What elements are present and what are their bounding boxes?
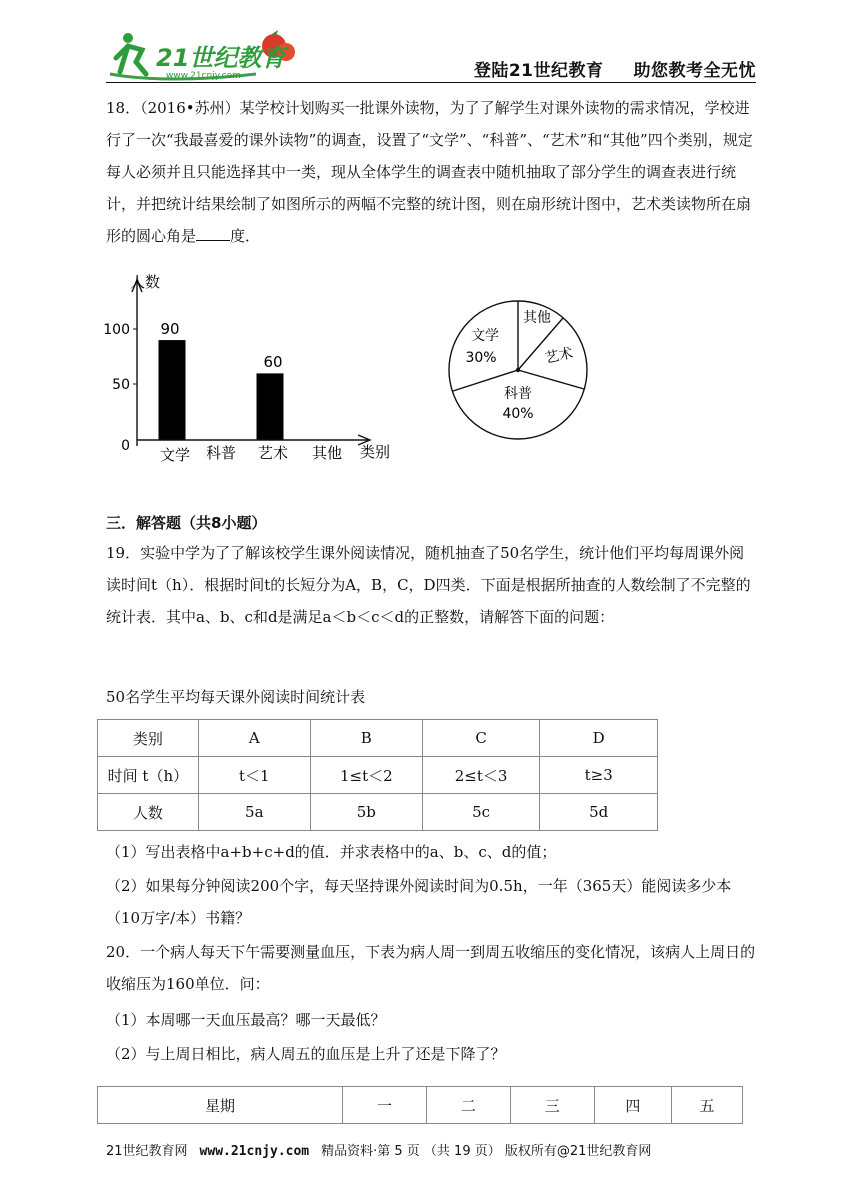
pie-chart: [438, 292, 598, 452]
site-logo: [106, 28, 306, 84]
table-row: [98, 720, 658, 757]
pie-slice-label: 科普: [504, 386, 532, 402]
pie-slice-value: 40%: [502, 406, 534, 422]
table-row: [98, 1087, 743, 1124]
svg-text:www.21cnjy.com: www.21cnjy.com: [166, 71, 241, 81]
table-cell: 一: [343, 1087, 427, 1124]
table-cell: 五: [672, 1087, 743, 1124]
slogan-left: 登陆21世纪教育: [473, 61, 604, 81]
table-cell: 时间 t（h）: [98, 757, 199, 794]
table-cell: A: [198, 720, 310, 757]
table-cell: 5a: [198, 794, 310, 831]
footer-site-name: 21世纪教育网: [106, 1144, 188, 1159]
header-slogan: [474, 56, 756, 81]
table-caption: 50名学生平均每天课外阅读时间统计表: [106, 688, 366, 706]
y-tick-label: 100: [103, 322, 130, 338]
table-cell: 人数: [98, 794, 199, 831]
question-18-text: 18．（2016•苏州）某学校计划购买一批课外读物，为了了解学生对课外读物的需求情况，学校进行了一次“我最喜爱的课外读物”的调查，设置了“文学”、“科普”、“艺术”和“其他”四个类别，规定每人必须并且只能选择其中一类，现从全体学生的调查表中随机抽取了部分学生的调查表进行统计，并把统计结果绘制了如图所示的两幅不完整的统计图，则在扇形统计图中，艺术类读物所在扇形的圆心角是: [106, 99, 753, 245]
table-row: [98, 757, 658, 794]
question-20-part-2: （2）与上周日相比，病人周五的血压是上升了还是下降了？: [106, 1045, 506, 1063]
bar-文学: [159, 340, 186, 440]
x-axis-label: 类别: [360, 443, 391, 461]
table-cell: 1≤t＜2: [310, 757, 422, 794]
pie-slice-label: 艺术: [543, 345, 575, 367]
bar-艺术: [257, 373, 284, 440]
bar-chart: [103, 270, 410, 470]
table-cell: 5c: [422, 794, 540, 831]
blood-pressure-table: [97, 1086, 743, 1124]
table-cell: t＜1: [198, 757, 310, 794]
slogan-right: 助您教考全无忧: [633, 61, 756, 81]
table-cell: C: [422, 720, 540, 757]
question-19-part-1: （1）写出表格中a+b+c+d的值．并求表格中的a、b、c、d的值；: [106, 843, 557, 861]
x-tick-label: 科普: [205, 444, 237, 462]
table-cell: 三: [510, 1087, 594, 1124]
answer-blank: [196, 224, 230, 241]
question-20-text: 20．一个病人每天下午需要测量血压，下表为病人周一到周五收缩压的变化情况，该病人上周日的收缩压为160单位．问：: [106, 943, 756, 993]
svg-text:21世纪教育: 21世纪教育: [156, 44, 286, 72]
header-divider: [106, 82, 756, 83]
pie-slice-label: 其他: [523, 310, 551, 326]
page-footer: [106, 1140, 651, 1159]
pie-center-dot: [516, 368, 520, 372]
table-cell: 二: [426, 1087, 510, 1124]
table-cell: 2≤t＜3: [422, 757, 540, 794]
page-header: [106, 28, 756, 84]
bar-data-label: 60: [263, 353, 283, 371]
table-cell: B: [310, 720, 422, 757]
table-cell: 四: [594, 1087, 671, 1124]
x-tick-label: 艺术: [257, 444, 289, 462]
question-19-part-2: （2）如果每分钟阅读200个字，每天坚持课外阅读时间为0.5h，一年（365天）能阅读多少本（10万字/本）书籍？: [106, 877, 732, 927]
footer-page-info: 精品资料·第 5 页 （共 19 页） 版权所有@21世纪教育网: [321, 1144, 652, 1159]
question-20-part-1: （1）本周哪一天血压最高？哪一天最低？: [106, 1011, 386, 1029]
footer-url[interactable]: www.21cnjy.com: [199, 1144, 310, 1159]
question-18: [106, 92, 756, 252]
y-tick-label: 50: [112, 377, 130, 393]
section-heading: 三．解答题（共8小题）: [106, 514, 267, 532]
table-cell: 类别: [98, 720, 199, 757]
reading-time-table: [97, 719, 658, 831]
x-tick-label: 其他: [311, 444, 343, 462]
y-axis-label: 人数: [130, 273, 161, 291]
table-row: [98, 794, 658, 831]
y-tick-label: 0: [121, 438, 130, 454]
logo-figure-icon: [106, 28, 306, 84]
pie-slice-label: 文学: [471, 328, 499, 344]
table-cell: 5b: [310, 794, 422, 831]
bar-data-label: 90: [160, 320, 180, 338]
table-cell: 5d: [540, 794, 658, 831]
question-19-text: 19．实验中学为了了解该校学生课外阅读情况，随机抽查了50名学生，统计他们平均每周课外阅读时间t（h）．根据时间t的长短分为A，B，C，D四类．下面是根据所抽查的人数绘制了不完整的统计表．其中a、b、c和d是满足a＜b＜c＜d的正整数，请解答下面的问题：: [106, 544, 751, 626]
x-tick-label: 文学: [159, 446, 191, 464]
pie-slice-value: 30%: [465, 350, 497, 366]
table-cell: D: [540, 720, 658, 757]
table-cell: t≥3: [540, 757, 658, 794]
table-cell: 星期: [98, 1087, 343, 1124]
question-18-end: 度．: [230, 227, 261, 245]
